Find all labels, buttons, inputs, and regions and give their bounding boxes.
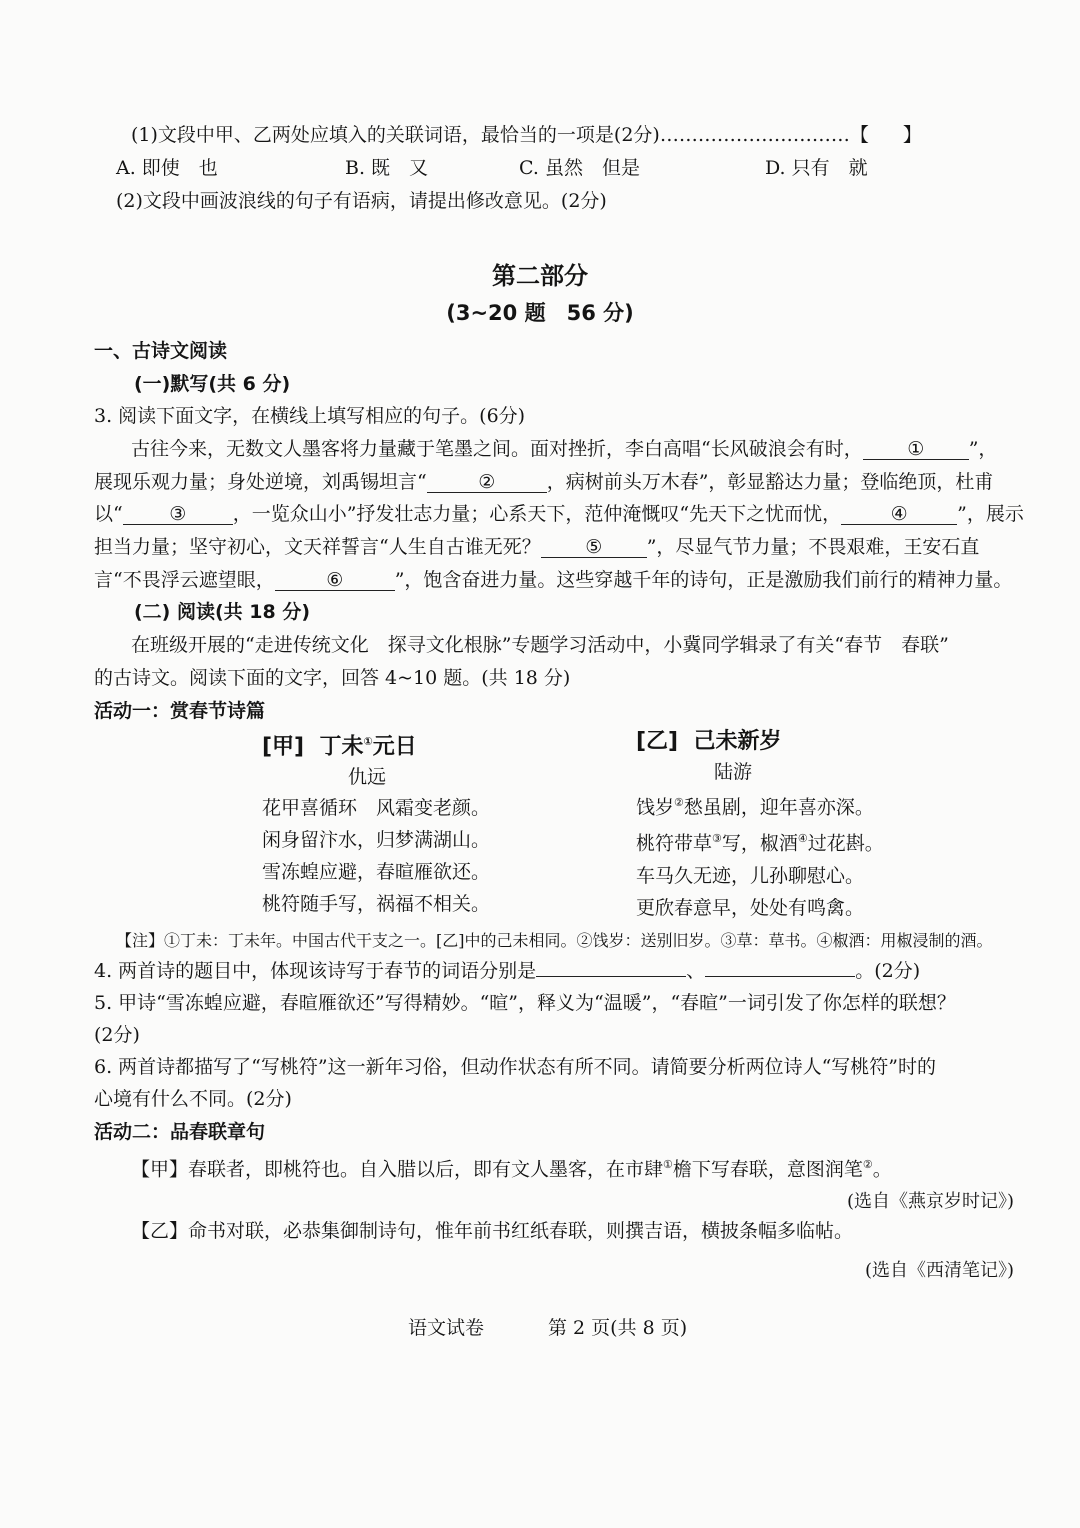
poem-a-line: 花甲喜循环 风霜变老颜。 <box>262 797 491 820</box>
intro-line2: 的古诗文。阅读下面的文字，回答 4~10 题。(共 18 分) <box>94 667 571 689</box>
poem-b-line: 桃符带草③写，椒酒④过花斟。 <box>636 832 884 855</box>
footer-subject: 语文试卷 <box>408 1317 485 1339</box>
blank-3[interactable]: ③ <box>123 504 233 525</box>
activity1-heading: 活动一：赏春节诗篇 <box>94 700 266 722</box>
poem-b <box>636 731 884 919</box>
part-title: 第二部分 <box>492 262 588 290</box>
q2-option-b: B. 既 又 <box>345 157 429 179</box>
q4-blank-a[interactable] <box>536 976 686 977</box>
q2-sub2: (2)文段中画波浪线的句子有语病，请提出修改意见。(2分) <box>116 190 607 212</box>
poem-b-line: 饯岁②愁虽剧，迎年喜亦深。 <box>636 796 874 819</box>
sub-heading-dictation: (一)默写(共 6 分) <box>134 373 291 395</box>
poem-a <box>262 731 490 915</box>
footer-page: 第 2 页(共 8 页) <box>548 1317 688 1339</box>
q2-sub1: (1)文段中甲、乙两处应填入的关联词语，最恰当的一项是(2分)…………………………【 】 <box>131 124 922 146</box>
q3-line1: 古往今来，无数文人墨客将力量藏于笔墨之间。面对挫折，李白高唱“长风破浪会有时， ① ”， <box>131 438 998 460</box>
q2-option-a: A. 即使 也 <box>116 157 218 179</box>
poem-b-line: 更欣春意早，处处有鸣禽。 <box>636 896 865 919</box>
q3-line5: 言“不畏浮云遮望眼， ⑥ ”，饱含奋进力量。这些穿越千年的诗句，正是激励我们前行的精神力量。 <box>94 569 1013 591</box>
text-b: 【乙】命书对联，必恭集御制诗句，惟年前书红纸春联，则撰吉语，横披条幅多临帖。 <box>131 1220 854 1242</box>
blank-2[interactable]: ② <box>427 472 547 493</box>
q3-line3: 以“ ③ ，一览众山小”抒发壮志力量；心系天下，范仲淹慨叹“先天下之忧而忧， ④ ”，展示 <box>94 503 1024 525</box>
source-b: (选自《西清笔记》) <box>864 1260 1014 1281</box>
poem-a-line: 雪冻蝗应避，春暄雁欲还。 <box>262 861 491 884</box>
poem-b-line: 车马久无迹，儿孙聊慰心。 <box>636 864 865 887</box>
blank-6[interactable]: ⑥ <box>275 570 395 591</box>
q5-line1: 5. 甲诗“雪冻蝗应避，春暄雁欲还”写得精妙。“暄”，释义为“温暖”，“春暄”一词引发了你怎样的联想？ <box>94 992 956 1014</box>
q3-line4: 担当力量；坚守初心，文天祥誓言“人生自古谁无死？ ⑤ ”，尽显气节力量；不畏艰难，王安石直 <box>94 536 980 558</box>
q4: 4. 两首诗的题目中，体现该诗写于春节的词语分别是 、 。(2分) <box>94 960 921 982</box>
poem-notes: 【注】①丁未：丁未年。中国古代干支之一。[乙]中的己未相同。②饯岁：送别旧岁。③草：草书。④椒酒：用椒浸制的酒。 <box>116 931 993 950</box>
intro-line1: 在班级开展的“走进传统文化 探寻文化根脉”专题学习活动中，小冀同学辑录了有关“春节 春联” <box>131 634 949 656</box>
poem-a-author: 仇远 <box>348 766 387 789</box>
poem-b-title: [乙] 己未新岁 <box>636 729 782 754</box>
q2-option-d: D. 只有 就 <box>765 157 868 179</box>
source-a: (选自《燕京岁时记》) <box>846 1191 1014 1212</box>
sub-heading-reading: (二) 阅读(共 18 分) <box>134 601 311 623</box>
blank-1[interactable]: ① <box>863 439 969 460</box>
blank-4[interactable]: ④ <box>841 504 957 525</box>
q4-blank-b[interactable] <box>705 976 855 977</box>
poem-a-line: 桃符随手写，祸福不相关。 <box>262 893 491 916</box>
q3-stem: 3. 阅读下面文字，在横线上填写相应的句子。(6分) <box>94 405 526 427</box>
blank-5[interactable]: ⑤ <box>541 537 647 558</box>
poem-a-title: [甲] 丁未①元日 <box>262 734 417 760</box>
poem-a-line: 闲身留汴水，归梦满湖山。 <box>262 829 491 852</box>
text-a: 【甲】春联者，即桃符也。自入腊以后，即有文人墨客，在市肆①檐下写春联，意图润笔②。 <box>131 1158 892 1181</box>
q6-line1: 6. 两首诗都描写了“写桃符”这一新年习俗，但动作状态有所不同。请简要分析两位诗人“写桃符”时的 <box>94 1056 937 1078</box>
poem-b-author: 陆游 <box>714 761 753 783</box>
part-subtitle: (3~20 题 56 分) <box>446 301 634 325</box>
activity2-heading: 活动二：品春联章句 <box>94 1121 266 1143</box>
q3-line2: 展现乐观力量；身处逆境，刘禹锡坦言“ ② ，病树前头万木春”，彰显豁达力量；登临绝顶，杜甫 <box>94 471 994 493</box>
q5-line2: (2分) <box>94 1024 140 1046</box>
q6-line2: 心境有什么不同。(2分) <box>94 1088 292 1110</box>
q2-option-c: C. 虽然 但是 <box>519 157 640 179</box>
section-heading: 一、古诗文阅读 <box>94 340 228 362</box>
